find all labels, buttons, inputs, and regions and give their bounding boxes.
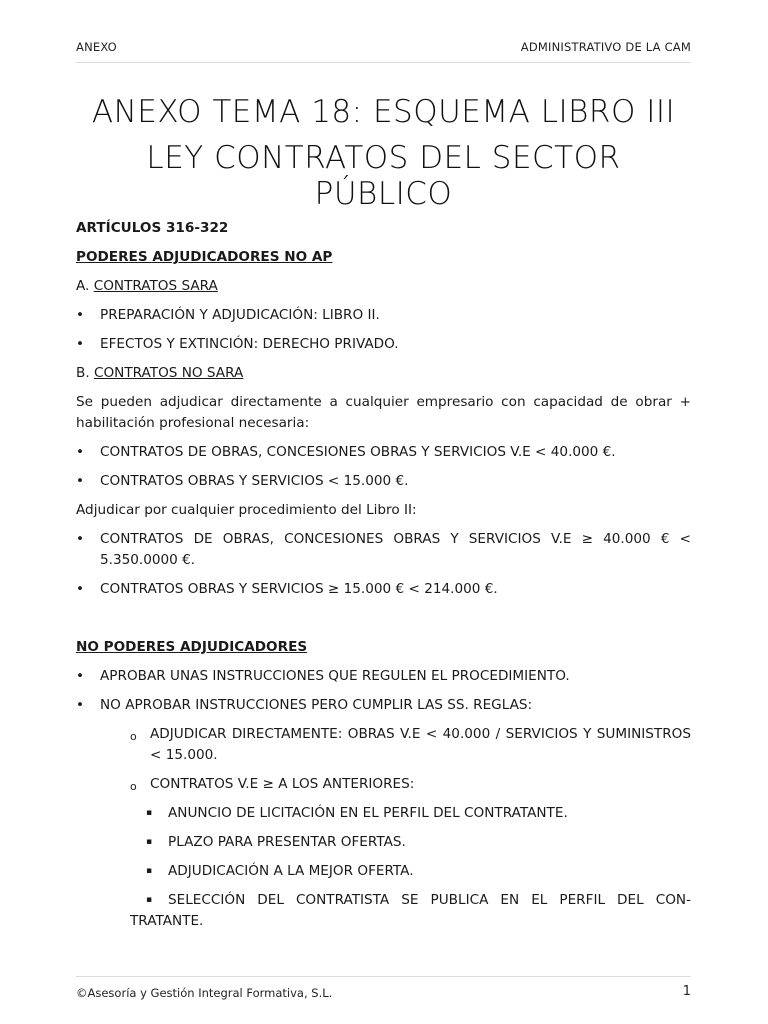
deep-list-item-text: ANUNCIO DE LICITACIÓN EN EL PERFIL DEL CONTRATANTE. bbox=[168, 805, 568, 821]
section-heading-poderes-no-ap: PODERES ADJUDICADORES NO AP bbox=[76, 249, 333, 265]
subsection-b-prefix: B. bbox=[76, 365, 94, 381]
document-title: ANEXO TEMA 18: ESQUEMA LIBRO III bbox=[91, 94, 676, 130]
paragraph-b-intro: Se pueden adjudicar directamente a cualquier empresario con capacidad de obrar + habilitación profesional necesaria: bbox=[76, 394, 691, 431]
list-item-text: EFECTOS Y EXTINCIÓN: DERECHO PRIVADO. bbox=[100, 336, 399, 352]
circle-bullet-marker: o bbox=[130, 730, 137, 743]
bullet-marker: • bbox=[76, 444, 85, 460]
square-bullet-marker: ▪ bbox=[146, 866, 153, 876]
deep-list-item-text: ADJUDICACIÓN A LA MEJOR OFERTA. bbox=[168, 863, 414, 879]
subsection-a-label: CONTRATOS SARA bbox=[93, 278, 218, 294]
list-item-text: CONTRATOS DE OBRAS, CONCESIONES OBRAS Y SERVICIOS V.E < 40.000 €. bbox=[100, 444, 616, 460]
footer-copyright: ©Asesoría y Gestión Integral Formativa, S.L. bbox=[76, 986, 333, 1000]
page-header bbox=[76, 40, 691, 58]
header-right: ADMINISTRATIVO DE LA CAM bbox=[520, 40, 691, 54]
square-bullet-marker: ▪ bbox=[146, 837, 153, 847]
list-item-text: CONTRATOS OBRAS Y SERVICIOS < 15.000 €. bbox=[100, 473, 409, 489]
articles-label: ARTÍCULOS 316-322 bbox=[76, 220, 229, 236]
footer-divider bbox=[76, 976, 691, 977]
header-left: ANEXO bbox=[76, 40, 117, 54]
bullet-marker: • bbox=[76, 531, 85, 547]
list-item-text: APROBAR UNAS INSTRUCCIONES QUE REGULEN EL PROCEDIMIENTO. bbox=[100, 668, 570, 684]
bullet-marker: • bbox=[76, 581, 85, 597]
nested-list-item-text: ADJUDICAR DIRECTAMENTE: OBRAS V.E < 40.000 / SERVICIOS Y SUMINISTROS < 15.000. bbox=[150, 726, 691, 763]
bullet-marker: • bbox=[76, 668, 85, 684]
deep-list-item-text: SELECCIÓN DEL CONTRATISTA SE PUBLICA EN EL PERFIL DEL CON-TRATANTE. bbox=[130, 892, 691, 929]
deep-list-item-text: PLAZO PARA PRESENTAR OFERTAS. bbox=[168, 834, 406, 850]
square-bullet-marker: ▪ bbox=[146, 808, 153, 818]
section-heading-no-poderes: NO PODERES ADJUDICADORES bbox=[76, 639, 308, 655]
bullet-marker: • bbox=[76, 336, 85, 352]
subsection-a bbox=[76, 276, 691, 297]
subsection-b-label: CONTRATOS NO SARA bbox=[93, 365, 244, 381]
list-item-text: CONTRATOS DE OBRAS, CONCESIONES OBRAS Y SERVICIOS V.E ≥ 40.000 € < 5.350.0000 €. bbox=[100, 531, 691, 568]
subsection-a-prefix: A. bbox=[76, 278, 94, 294]
square-bullet-marker: ▪ bbox=[146, 895, 153, 905]
nested-list-item-text: CONTRATOS V.E ≥ A LOS ANTERIORES: bbox=[150, 776, 415, 792]
list-item-text: PREPARACIÓN Y ADJUDICACIÓN: LIBRO II. bbox=[100, 307, 380, 323]
page-number: 1 bbox=[682, 984, 691, 999]
paragraph-b-intro2: Adjudicar por cualquier procedimiento del Libro II: bbox=[76, 502, 417, 518]
circle-bullet-marker: o bbox=[130, 780, 137, 793]
bullet-marker: • bbox=[76, 473, 85, 489]
bullet-marker: • bbox=[76, 697, 85, 713]
document-subtitle: LEY CONTRATOS DEL SECTOR PÚBLICO bbox=[146, 140, 621, 212]
document-page bbox=[76, 0, 691, 1024]
subsection-b bbox=[76, 363, 691, 384]
bullet-marker: • bbox=[76, 307, 85, 323]
header-divider bbox=[76, 62, 691, 63]
list-item-text: NO APROBAR INSTRUCCIONES PERO CUMPLIR LAS SS. REGLAS: bbox=[100, 697, 533, 713]
list-item-text: CONTRATOS OBRAS Y SERVICIOS ≥ 15.000 € < 214.000 €. bbox=[100, 581, 498, 597]
